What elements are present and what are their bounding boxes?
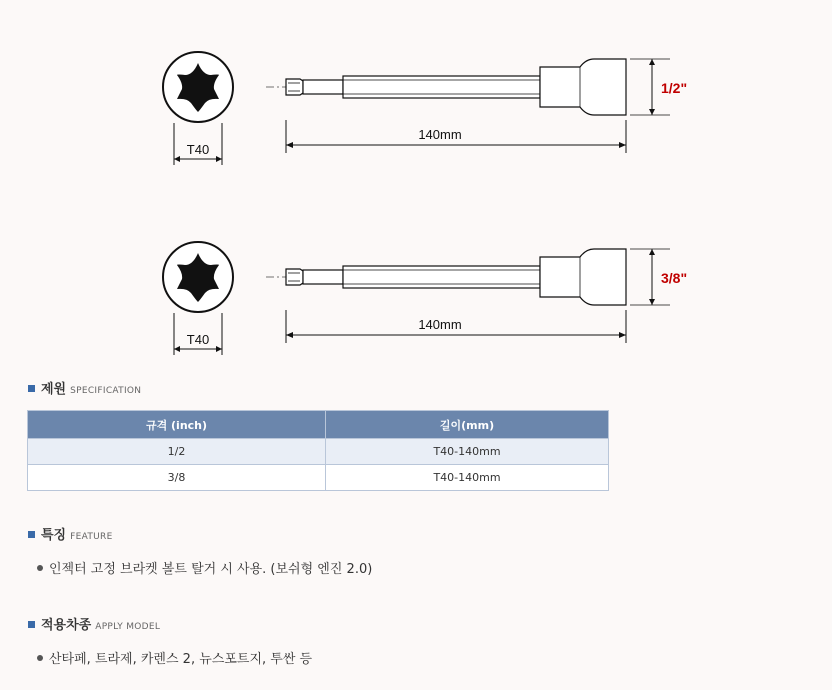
feature-title-ko: 특징: [41, 528, 67, 543]
spec-section-title: [28, 378, 141, 397]
table-header-row: [28, 411, 609, 439]
drive-size-label: 3/8": [661, 270, 688, 286]
drive-size-label: 1/2": [661, 80, 688, 96]
header-length: 길이(mm): [326, 411, 609, 439]
spec-title-en: SPECIFICATION: [70, 386, 142, 396]
square-bullet-icon: [28, 621, 35, 628]
bit-diagram-2: [0, 215, 832, 385]
bullet-dot-icon: [37, 565, 43, 571]
spec-title-ko: 제원: [41, 382, 67, 397]
feature-title-en: FEATURE: [70, 532, 113, 542]
header-size: 규격 (inch): [28, 411, 326, 439]
list-item: [37, 648, 312, 667]
length-label: 140mm: [418, 317, 462, 332]
cell-length: T40-140mm: [326, 465, 609, 491]
square-bullet-icon: [28, 531, 35, 538]
table-row: [28, 439, 609, 465]
bullet-dot-icon: [37, 655, 43, 661]
spec-table: [27, 410, 609, 491]
list-item: [37, 558, 372, 577]
apply-text: 산타페, 트라제, 카렌스 2, 뉴스포트지, 투싼 등: [49, 652, 313, 667]
tip-size-label: T40: [186, 142, 210, 157]
apply-section-title: [28, 614, 160, 633]
square-bullet-icon: [28, 385, 35, 392]
feature-text: 인젝터 고정 브라켓 볼트 탈거 시 사용. (보쉬형 엔진 2.0): [49, 562, 373, 577]
feature-section-title: [28, 524, 113, 543]
cell-size: 1/2: [28, 439, 326, 465]
cell-size: 3/8: [28, 465, 326, 491]
length-label: 140mm: [418, 127, 462, 142]
bit-diagram-1: [0, 25, 832, 195]
table-row: [28, 465, 609, 491]
apply-title-ko: 적용차종: [41, 618, 92, 633]
tip-size-label: T40: [186, 332, 210, 347]
cell-length: T40-140mm: [326, 439, 609, 465]
apply-title-en: APPLY MODEL: [95, 622, 161, 632]
